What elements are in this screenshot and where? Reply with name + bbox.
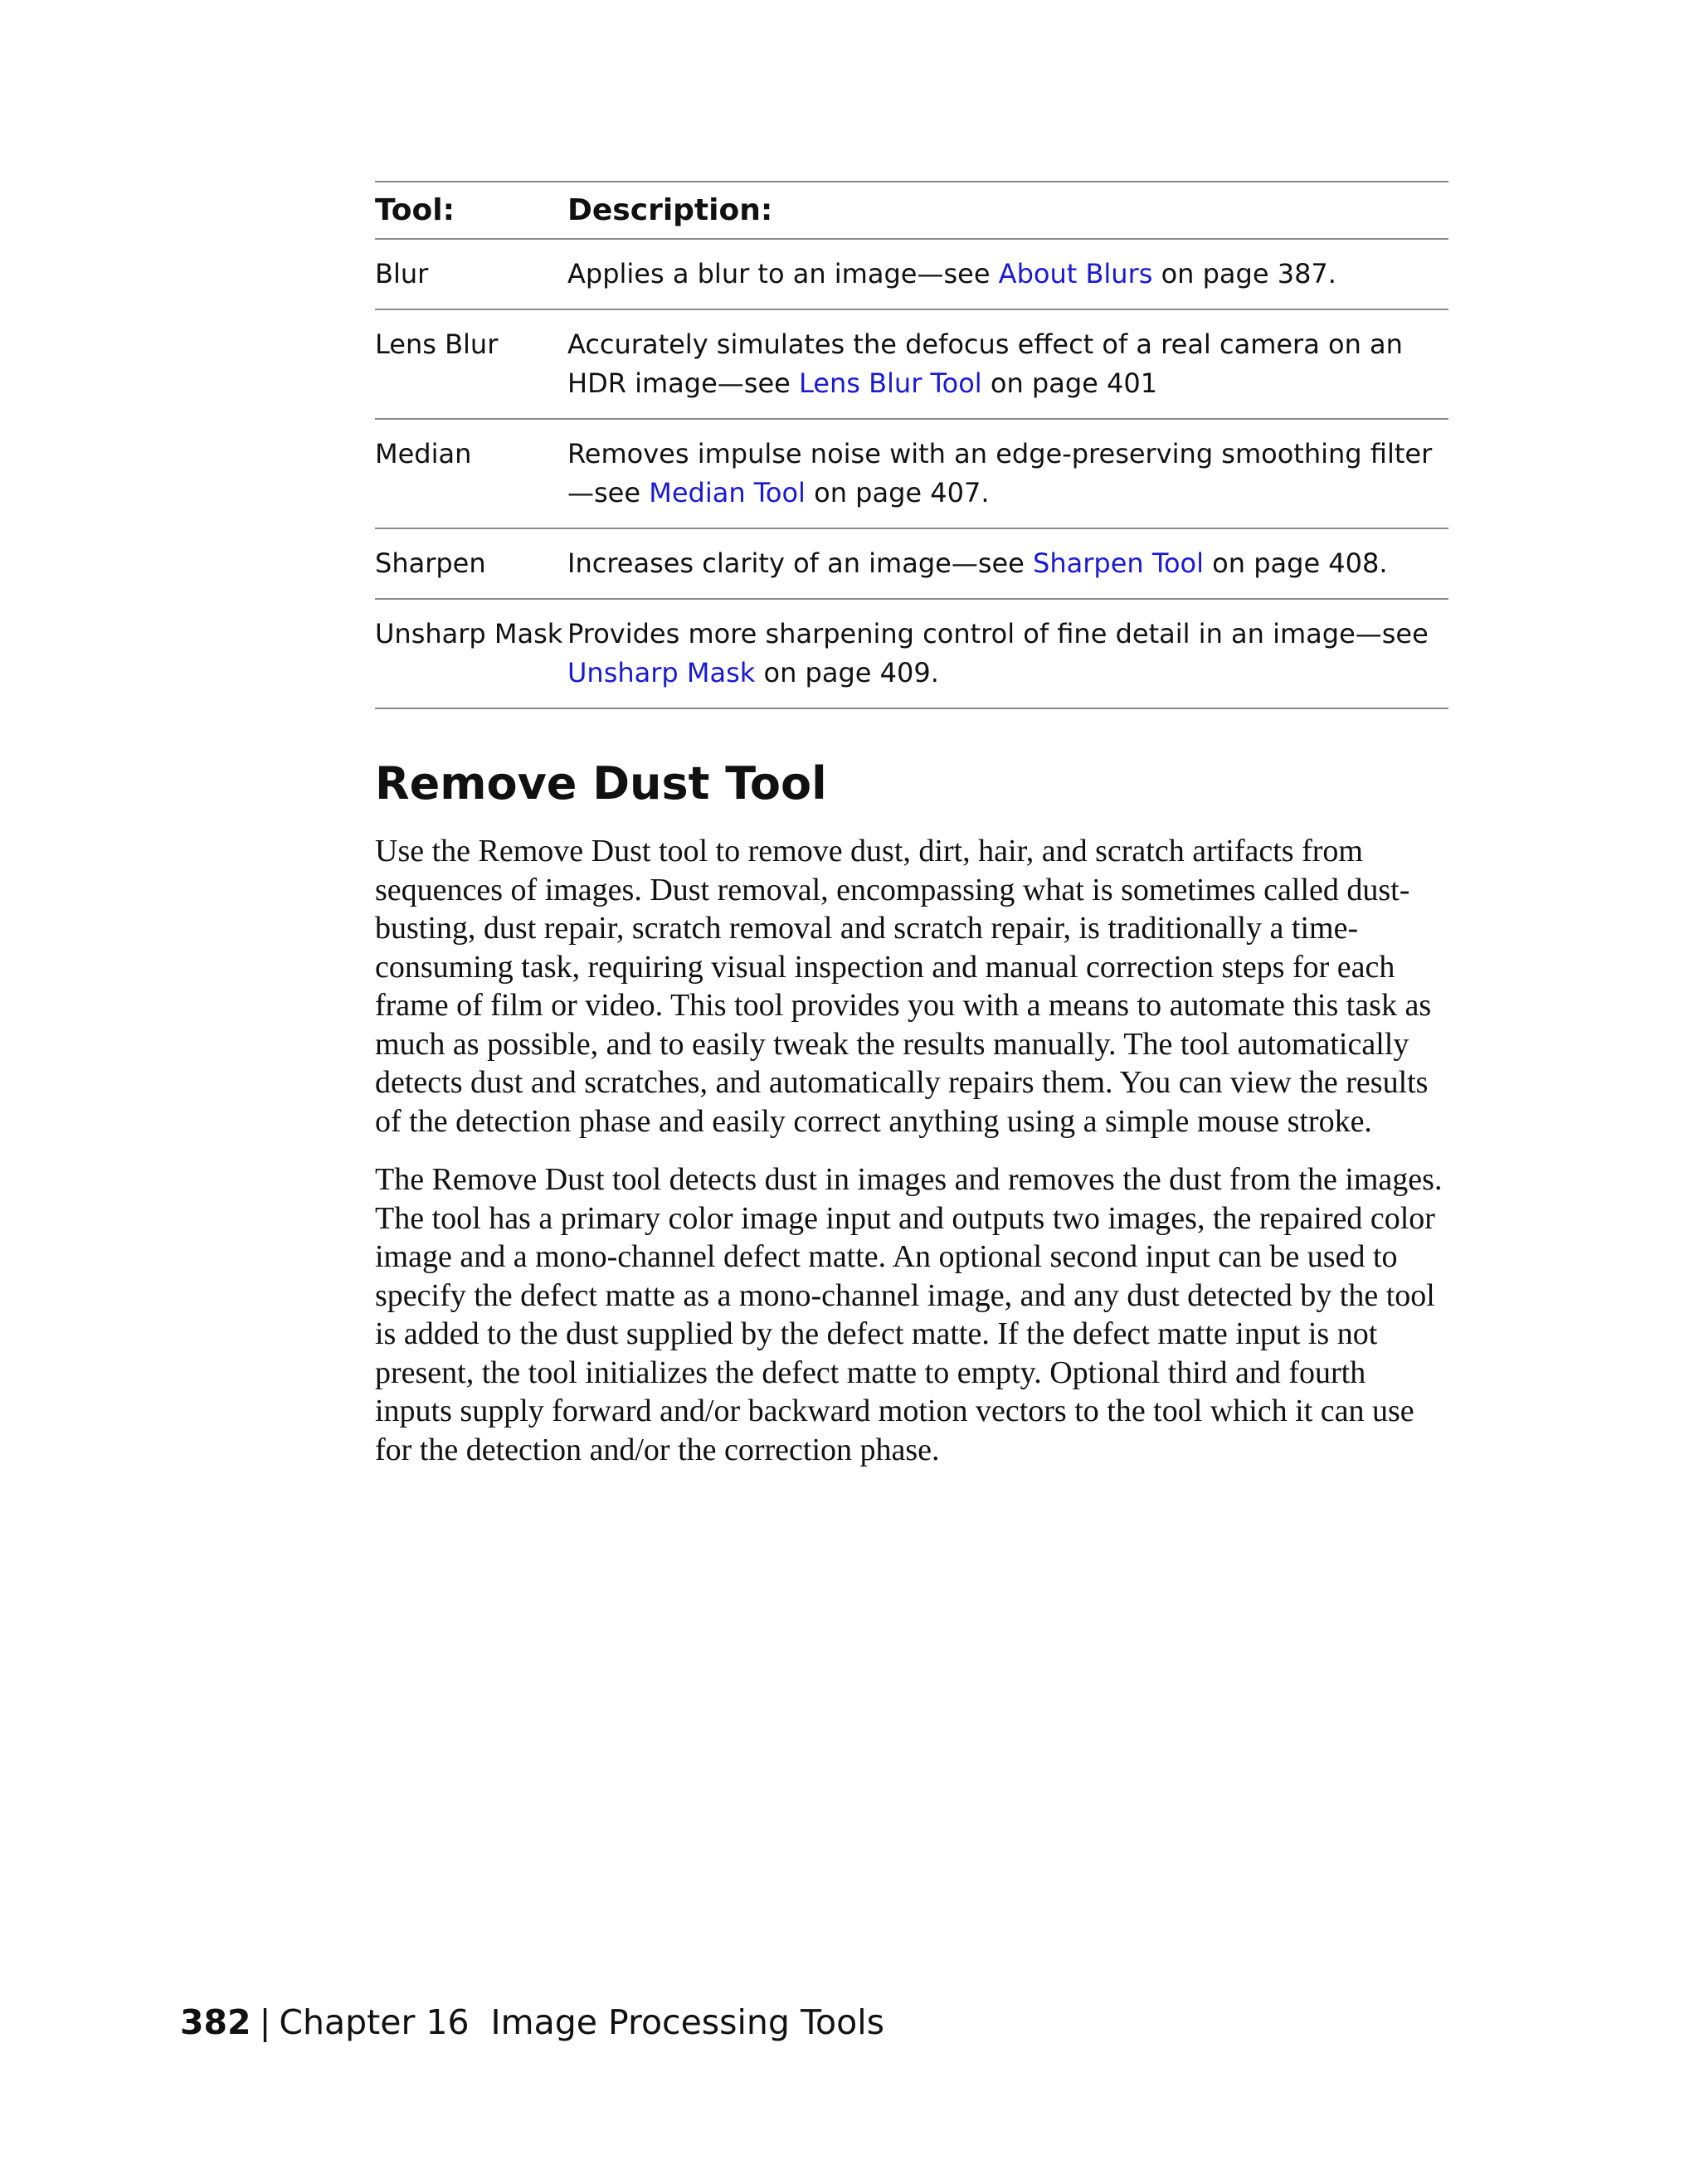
page-content — [375, 181, 1448, 1489]
tool-description-cell — [567, 239, 1448, 309]
table-row — [375, 419, 1448, 528]
tool-name-cell: Blur — [375, 258, 429, 289]
tool-description-cell — [567, 309, 1448, 419]
page-reference-text: on page 409. — [755, 657, 939, 688]
page-reference-text: on page 407. — [805, 477, 990, 508]
section-heading: Remove Dust Tool — [375, 757, 827, 810]
body-paragraph: The Remove Dust tool detects dust in images and removes the dust from the images. The tool has a primary color image input and outputs two images, the repaired color image and a mono-channel defect matte. An optional second input can be used to specify the defect matte as a mono-channel image, and any dust detected by the tool is added to the dust supplied by the defect matte. If the defect matte input is not present, the tool initializes the defect matte to empty. Optional third and fourth inputs supply forward and/or backward motion vectors to the tool which it can use for the detection and/or the correction phase. — [375, 1162, 1443, 1467]
xref-link-lens-blur-tool[interactable]: Lens Blur Tool — [799, 367, 982, 399]
page-reference-text: on page 387. — [1152, 258, 1336, 289]
xref-link-sharpen-tool[interactable]: Sharpen Tool — [1033, 547, 1204, 579]
tool-name-cell: Median — [375, 438, 472, 469]
xref-link-about-blurs[interactable]: About Blurs — [998, 258, 1153, 289]
table-row — [375, 239, 1448, 309]
xref-link-median-tool[interactable]: Median Tool — [649, 477, 806, 508]
description-text: Provides more sharpening control of fine detail in an image—see — [567, 618, 1429, 649]
page-footer — [180, 1999, 884, 2045]
body-paragraph: Use the Remove Dust tool to remove dust, dirt, hair, and scratch artifacts from sequences of images. Dust removal, encompassing what is sometimes called dust-busting, dust repair, scratch removal and scratch repair, is traditionally a time-consuming task, requiring visual inspection and manual correction steps for each frame of film or video. This tool provides you with a means to automate this task as much as possible, and to easily tweak the results manually. The tool automatically detects dust and scratches, and automatically repairs them. You can view the results of the detection phase and easily correct anything using a simple mouse stroke. — [375, 834, 1432, 1139]
chapter-title: Image Processing Tools — [490, 2002, 884, 2042]
tool-description-cell — [567, 419, 1448, 528]
table-row — [375, 309, 1448, 419]
tool-name-cell: Lens Blur — [375, 328, 499, 360]
tools-table — [375, 181, 1448, 709]
description-text: Applies a blur to an image—see — [567, 258, 999, 289]
footer-separator: | — [259, 2002, 271, 2042]
tool-name-cell: Unsharp Mask — [375, 618, 563, 649]
page-number: 382 — [180, 2002, 251, 2042]
table-header-row — [375, 182, 1448, 239]
page-reference-text: on page 408. — [1204, 547, 1388, 579]
description-text: Removes impulse noise with an edge-preserving smoothing filter—see — [567, 438, 1433, 508]
table-row — [375, 599, 1448, 708]
tool-description-cell — [567, 528, 1448, 599]
tool-name-cell: Sharpen — [375, 547, 486, 579]
description-text: Accurately simulates the defocus effect of a real camera on an HDR image—see — [567, 328, 1403, 399]
column-header-description: Description: — [567, 193, 773, 227]
description-text: Increases clarity of an image—see — [567, 547, 1034, 579]
tool-description-cell — [567, 599, 1448, 708]
xref-link-unsharp-mask[interactable]: Unsharp Mask — [567, 657, 756, 688]
chapter-label: Chapter 16 — [279, 2002, 470, 2042]
page-reference-text: on page 401 — [981, 367, 1158, 399]
table-row — [375, 528, 1448, 599]
column-header-tool: Tool: — [375, 193, 455, 227]
